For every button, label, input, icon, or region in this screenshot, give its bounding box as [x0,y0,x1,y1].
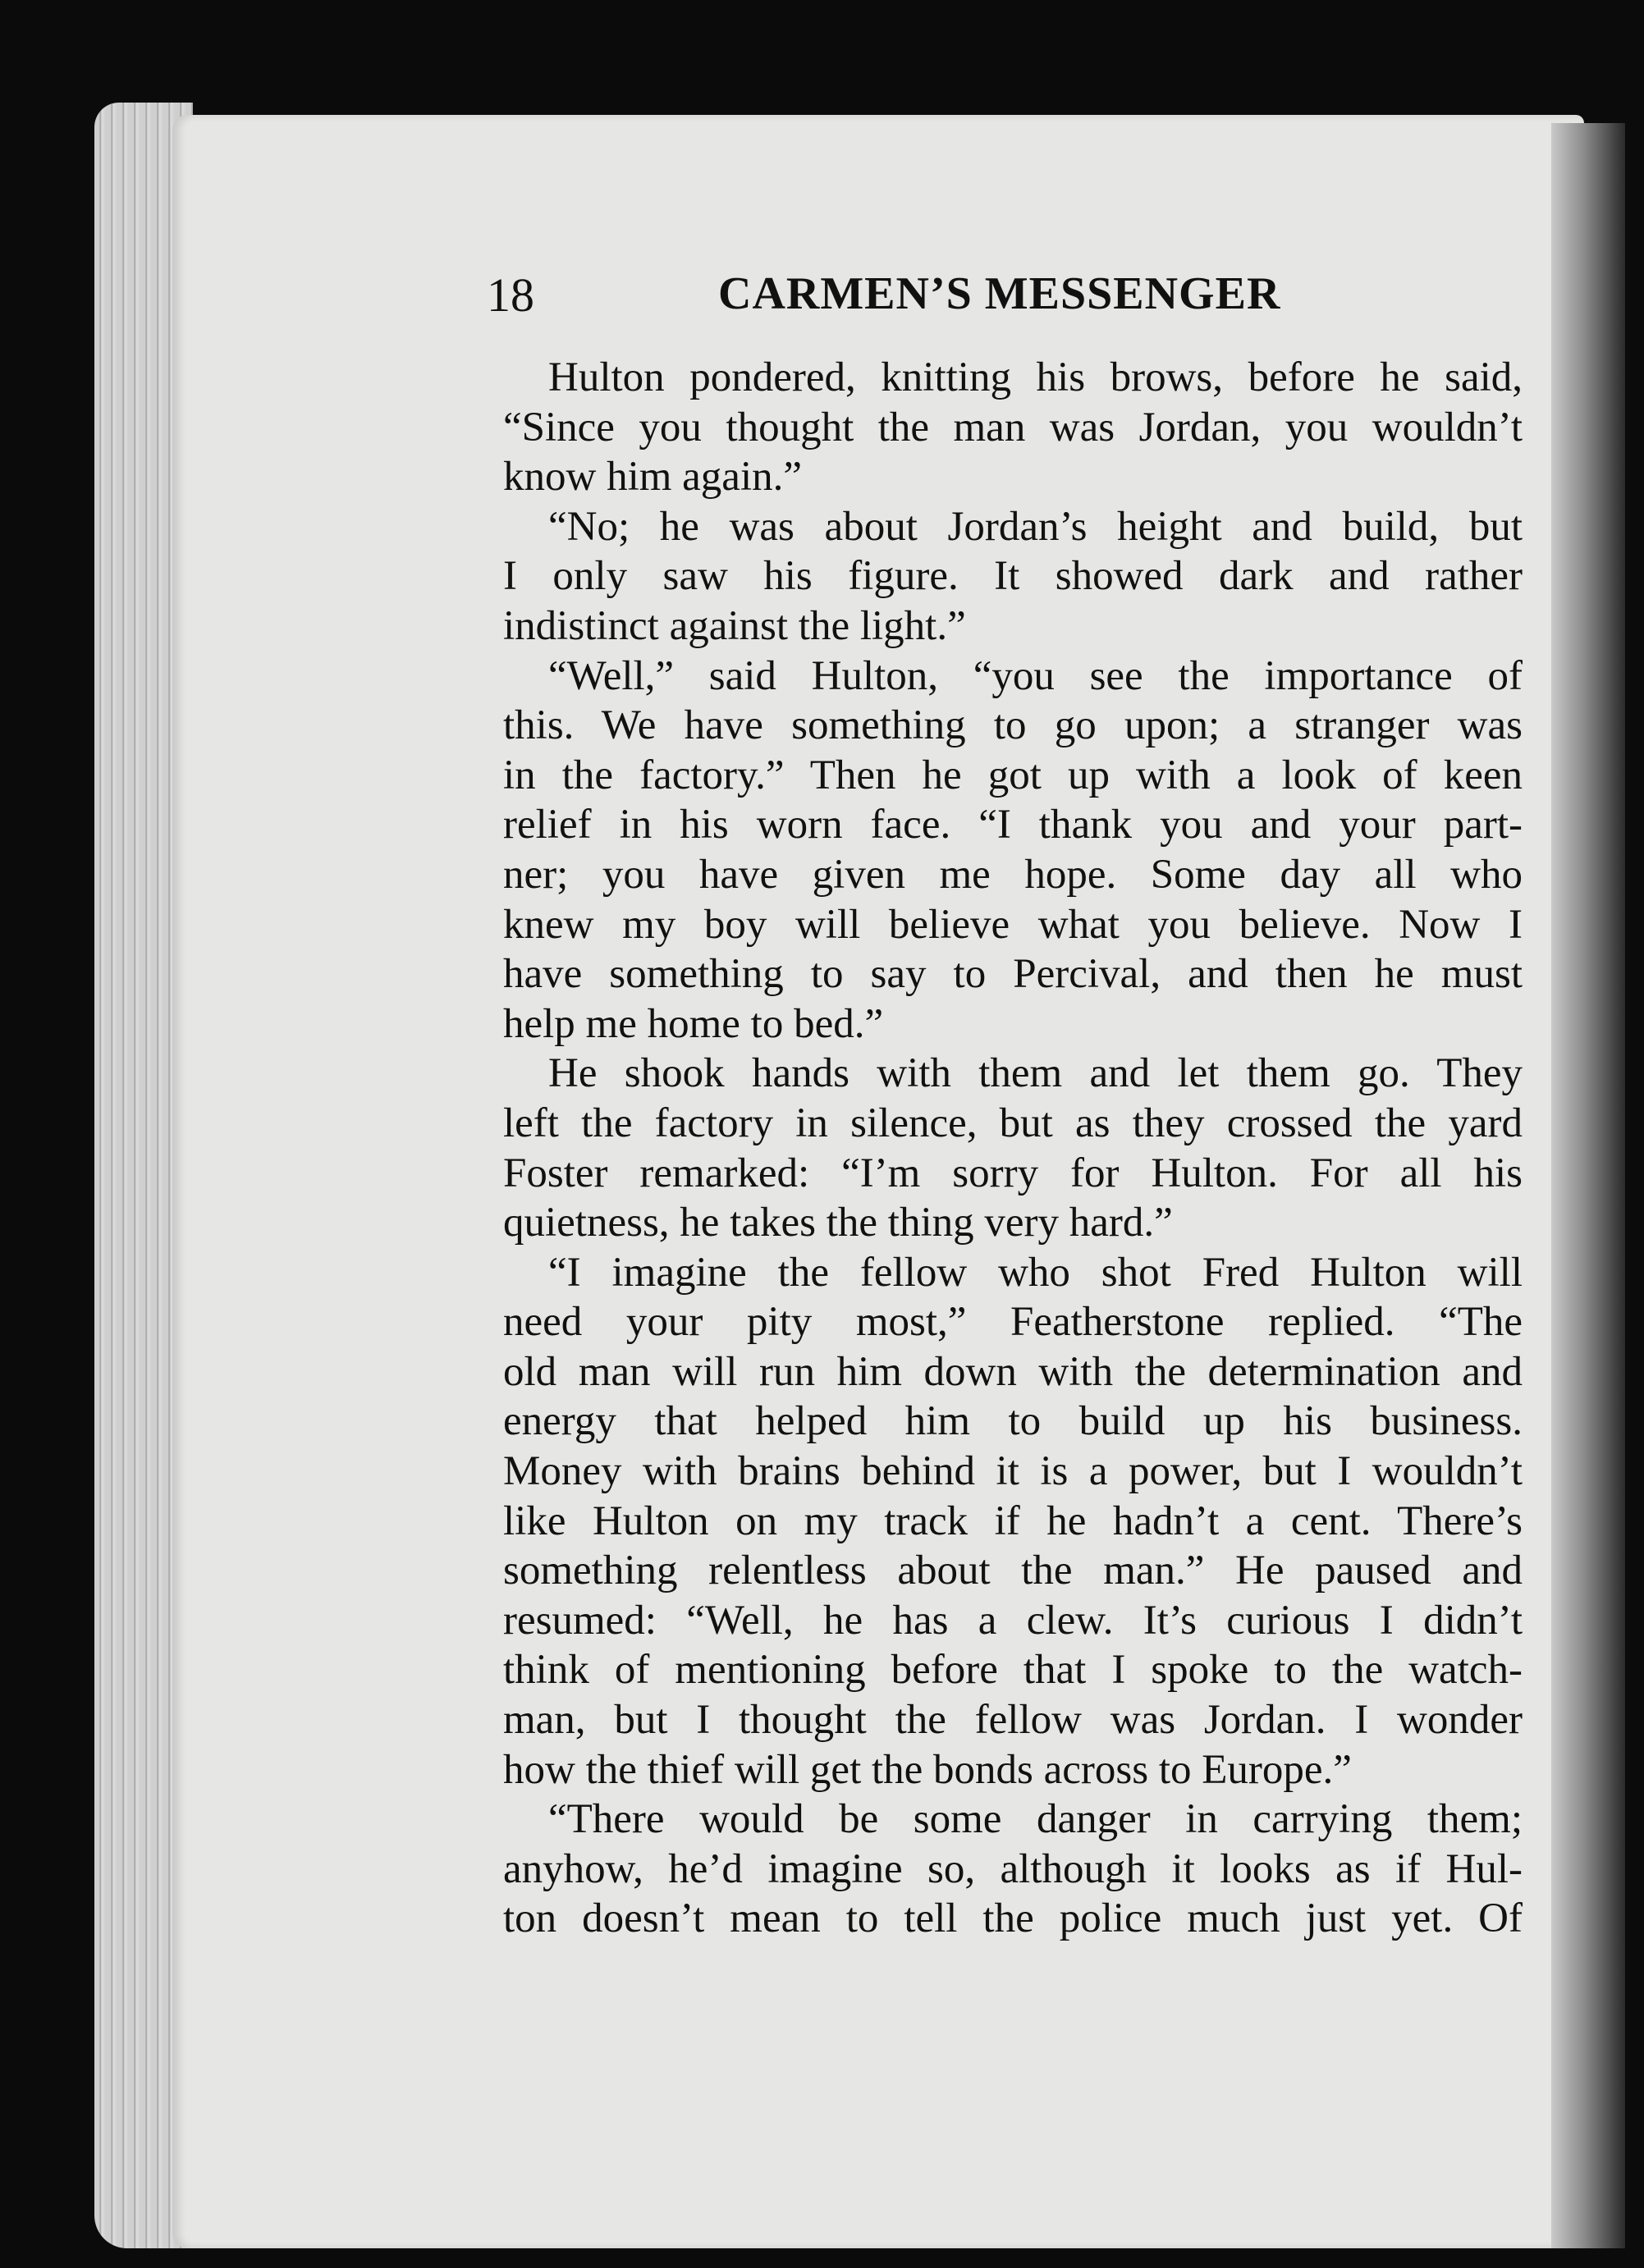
text-line: Foster remarked: “I’m sorry for Hulton. For all his [503,1150,1523,1196]
paragraph [503,1248,1523,1795]
text-line: “There would be some danger in carrying them; [548,1796,1523,1843]
paragraph [503,1795,1523,1944]
text-line: in the factory.” Then he got up with a look of keen [503,752,1523,798]
text-line: something relentless about the man.” He paused and [503,1548,1523,1594]
text-line: resumed: “Well, he has a clew. It’s curious I didn’t [503,1597,1523,1644]
text-line: “Since you thought the man was Jordan, you wouldn’t [503,404,1523,450]
text-line: how the thief will get the bonds across to Europe.” [503,1746,1352,1793]
text-line: man, but I thought the fellow was Jordan. I wonder [503,1697,1523,1744]
text-line: Hulton pondered, knitting his brows, before he said, [548,354,1523,400]
text-line: indistinct against the light.” [503,602,966,649]
text-line: Money with brains behind it is a power, but I wouldn’t [503,1448,1523,1495]
text-line: have something to say to Percival, and then he must [503,951,1523,998]
body-text [503,353,1523,1944]
running-header [487,263,1523,336]
text-line: energy that helped him to build up his business. [503,1398,1523,1445]
paragraph [503,652,1523,1049]
text-line: anyhow, he’d imagine so, although it looks as if Hul- [503,1845,1523,1892]
text-line: think of mentioning before that I spoke to the watch- [503,1647,1523,1694]
text-line: I only saw his figure. It showed dark and rather [503,553,1523,600]
paragraph [503,502,1523,652]
text-line: “No; he was about Jordan’s height and build, but [548,503,1523,550]
gutter-shadow [1551,123,1625,2248]
page-number: 18 [487,268,534,322]
text-line: like Hulton on my track if he hadn’t a cent. There’s [503,1498,1523,1544]
text-line: quietness, he takes the thing very hard.” [503,1200,1173,1246]
text-line: left the factory in silence, but as they crossed the yard [503,1100,1523,1146]
page-text-block [487,263,1523,1944]
text-line: know him again.” [503,454,802,501]
paragraph [503,353,1523,502]
paragraph [503,1049,1523,1247]
text-line: knew my boy will believe what you believe. Now I [503,901,1523,948]
text-line: ner; you have given me hope. Some day all who [503,851,1523,898]
text-line: help me home to bed.” [503,1000,884,1047]
text-line: “I imagine the fellow who shot Fred Hulton will [548,1249,1523,1296]
text-line: ton doesn’t mean to tell the police much just yet. Of [503,1895,1523,1942]
running-title: CARMEN’S MESSENGER [718,268,1281,319]
text-line: this. We have something to go upon; a stranger was [503,702,1523,749]
text-line: He shook hands with them and let them go. They [548,1050,1523,1097]
text-line: need your pity most,” Featherstone replied. “The [503,1299,1523,1346]
text-line: relief in his worn face. “I thank you and your part- [503,802,1523,848]
text-line: old man will run him down with the determination and [503,1348,1523,1395]
text-line: “Well,” said Hulton, “you see the importance of [548,652,1523,699]
